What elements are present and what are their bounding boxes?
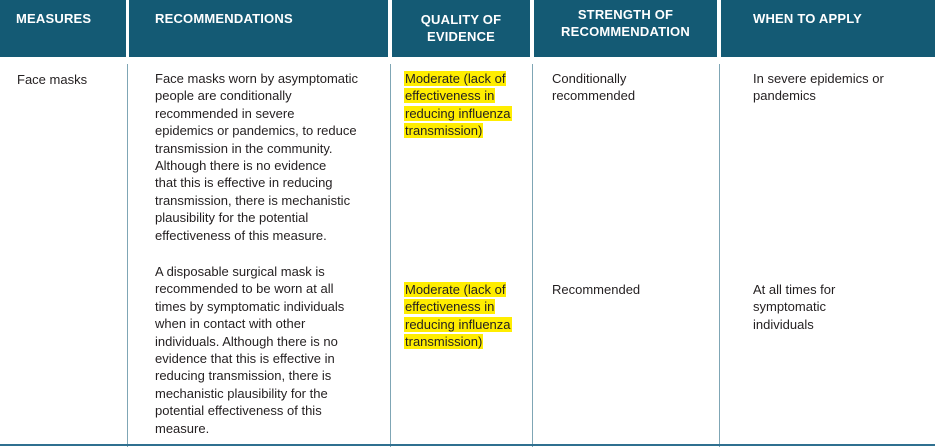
text-line: individuals bbox=[753, 316, 814, 332]
strength-of-recommendation bbox=[552, 70, 635, 105]
text-line: recommended bbox=[552, 88, 636, 104]
text-line: transmission, there is mechanistic bbox=[155, 192, 351, 208]
header-when-label: WHEN TO APPLY bbox=[753, 11, 863, 26]
highlighted-line: effectiveness in bbox=[405, 299, 495, 315]
when-to-apply bbox=[753, 281, 835, 333]
text-line: times by symptomatic individuals bbox=[155, 298, 345, 314]
text-line: reducing transmission, there is bbox=[155, 368, 332, 384]
highlighted-line: Moderate (lack of bbox=[405, 282, 506, 297]
text-line: transmission in the community. bbox=[155, 140, 333, 156]
header-quality-line2: EVIDENCE bbox=[426, 29, 496, 44]
text-line: Although there is no evidence bbox=[155, 158, 327, 174]
text-line: Conditionally bbox=[552, 71, 627, 86]
text-line: In severe epidemics or bbox=[753, 71, 884, 86]
header-recommendations bbox=[129, 0, 388, 57]
column-divider bbox=[127, 64, 128, 447]
text-line: effectiveness of this measure. bbox=[155, 227, 327, 243]
table-bottom-border bbox=[0, 444, 935, 446]
recommendation-text bbox=[155, 70, 358, 244]
highlighted-line: reducing influenza bbox=[405, 105, 511, 121]
header-strength-line1: STRENGTH OF bbox=[577, 7, 674, 22]
header-measures bbox=[0, 0, 126, 57]
text-line: symptomatic bbox=[753, 299, 826, 315]
text-line: At all times for bbox=[753, 282, 836, 297]
text-line: when in contact with other bbox=[155, 316, 306, 332]
strength-of-recommendation bbox=[552, 281, 640, 298]
header-strength bbox=[534, 0, 717, 57]
text-line: pandemics bbox=[753, 88, 816, 104]
text-line: A disposable surgical mask is bbox=[155, 264, 325, 279]
highlighted-line: transmission) bbox=[405, 334, 483, 350]
header-quality bbox=[392, 0, 530, 57]
column-divider bbox=[532, 64, 533, 447]
header-quality-line1: QUALITY OF bbox=[420, 12, 502, 27]
text-line: Recommended bbox=[552, 282, 641, 297]
text-line: that this is effective in reducing bbox=[155, 175, 333, 191]
column-divider bbox=[390, 64, 391, 447]
quality-of-evidence bbox=[404, 281, 512, 351]
measure-name: Face masks bbox=[17, 72, 88, 87]
text-line: evidence that this is effective in bbox=[155, 351, 335, 367]
text-line: measure. bbox=[155, 420, 210, 436]
text-line: mechanistic plausibility for the bbox=[155, 385, 328, 401]
when-to-apply bbox=[753, 70, 884, 105]
text-line: people are conditionally bbox=[155, 88, 292, 104]
quality-of-evidence bbox=[404, 70, 512, 140]
header-when bbox=[721, 0, 935, 57]
header-strength-line2: RECOMMENDATION bbox=[561, 24, 690, 39]
column-divider bbox=[719, 64, 720, 447]
highlighted-line: Moderate (lack of bbox=[405, 71, 506, 86]
highlighted-line: transmission) bbox=[405, 123, 483, 139]
text-line: potential effectiveness of this bbox=[155, 403, 322, 419]
recommendation-text bbox=[155, 263, 344, 437]
text-line: recommended to be worn at all bbox=[155, 281, 334, 297]
text-line: plausibility for the potential bbox=[155, 210, 309, 226]
header-recommendations-label: RECOMMENDATIONS bbox=[155, 11, 293, 26]
text-line: recommended in severe bbox=[155, 105, 295, 121]
text-line: epidemics or pandemics, to reduce bbox=[155, 123, 357, 139]
highlighted-line: reducing influenza bbox=[405, 316, 511, 332]
text-line: Face masks worn by asymptomatic bbox=[155, 71, 359, 86]
header-measures-label: MEASURES bbox=[16, 11, 92, 26]
highlighted-line: effectiveness in bbox=[405, 88, 495, 104]
text-line: individuals. Although there is no bbox=[155, 333, 338, 349]
